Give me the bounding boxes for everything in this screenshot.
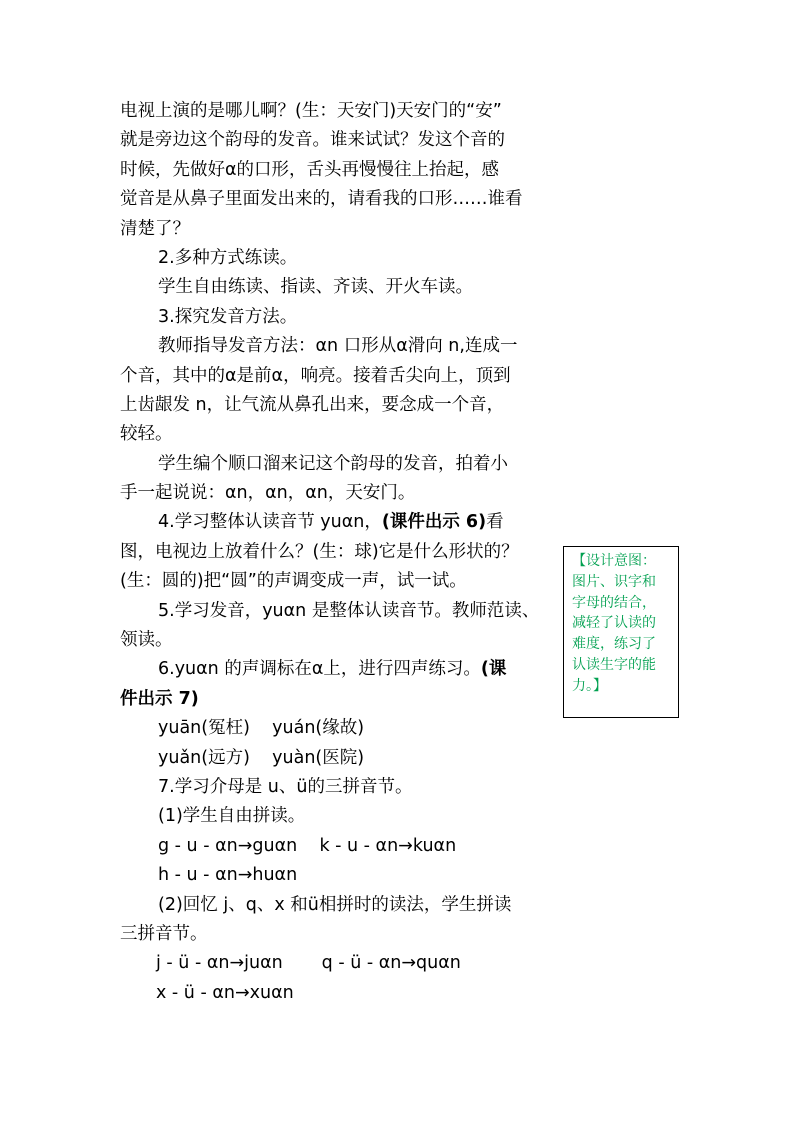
tone-line-1: yuān(冤枉) yuán(缘故) [158, 718, 365, 739]
text-line-8: 3.探究发音方法。 [158, 306, 298, 327]
text-line-14: 手一起说说：αn，αn，αn，天安门。 [120, 483, 416, 504]
courseware-ref-6: (课件出示 6) [381, 512, 487, 533]
text-line-11: 上齿龈发 n，让气流从鼻孔出来，要念成一个音， [120, 394, 505, 415]
note-line-3: 字母的结合， [572, 594, 656, 611]
text-line-6: 2.多种方式练读。 [158, 247, 298, 268]
spelling-line-1: g - u - αn→guαn k - u - αn→kuαn [158, 835, 457, 856]
spelling-line-2: h - u - αn→huαn [158, 865, 298, 886]
text-line-20 [120, 655, 540, 684]
text-line-2: 就是旁边这个韵母的发音。谁来试试？发这个音的 [120, 130, 505, 151]
text-line-19: 领读。 [120, 630, 173, 651]
text-line-5: 清楚了？ [120, 218, 190, 239]
text-line-28: (2)回忆 j、q、x 和ü相拼时的读法，学生拼读 [158, 894, 512, 915]
courseware-ref-7-end: 件出示 7) [120, 688, 199, 709]
tone-line-2: yuǎn(远方) yuàn(医院) [158, 747, 365, 768]
note-line-6: 认读生字的能 [572, 656, 656, 673]
text-line-24: 7.学习介母是 u、ü的三拼音节。 [158, 776, 413, 797]
text-line-7: 学生自由练读、指读、齐读、开火车读。 [158, 277, 473, 298]
text-line-15 [120, 508, 540, 537]
text-line-18: 5.学习发音，yuαn 是整体认读音节。教师范读、 [158, 600, 540, 621]
text-line-3: 时候，先做好α的口形，舌头再慢慢往上抬起，感 [120, 159, 500, 180]
spelling-line-3: j - ü - αn→juαn q - ü - αn→quαn [156, 953, 461, 974]
text-line-13: 学生编个顺口溜来记这个韵母的发音，拍着小 [158, 453, 508, 474]
spelling-line-4: x - ü - αn→xuαn [156, 982, 294, 1003]
text-line-15-a: 4.学习整体认读音节 yuαn， [158, 512, 382, 533]
text-line-1: 电视上演的是哪儿啊？(生：天安门)天安门的“安” [120, 101, 502, 121]
text-line-20-a: 6.yuαn 的声调标在α上，进行四声练习。 [158, 659, 481, 680]
note-line-7: 力。】 [572, 677, 607, 694]
note-line-1: 【设计意图： [572, 553, 656, 569]
note-line-2: 图片、识字和 [572, 573, 656, 590]
text-line-12: 较轻。 [120, 424, 173, 445]
text-line-9: 教师指导发音方法：αn 口形从α滑向 n,连成一 [158, 336, 518, 357]
text-line-25: (1)学生自由拼读。 [158, 806, 306, 827]
text-line-15-c: 看 [486, 512, 504, 533]
lesson-text [120, 97, 540, 1008]
courseware-ref-7-start: (课 [480, 659, 507, 680]
text-line-29: 三拼音节。 [120, 923, 208, 944]
design-intent-note [563, 546, 679, 718]
text-line-17: (生：圆的)把“圆”的声调变成一声，试一试。 [120, 571, 467, 592]
text-line-4: 觉音是从鼻子里面发出来的，请看我的口形……谁看 [120, 189, 523, 210]
text-line-10: 个音，其中的α是前α，响亮。接着舌尖向上，顶到 [120, 365, 511, 386]
note-line-4: 减轻了认读的 [572, 615, 656, 632]
note-line-5: 难度，练习了 [572, 636, 656, 653]
text-line-16: 图，电视边上放着什么？(生：球)它是什么形状的？ [120, 541, 519, 562]
